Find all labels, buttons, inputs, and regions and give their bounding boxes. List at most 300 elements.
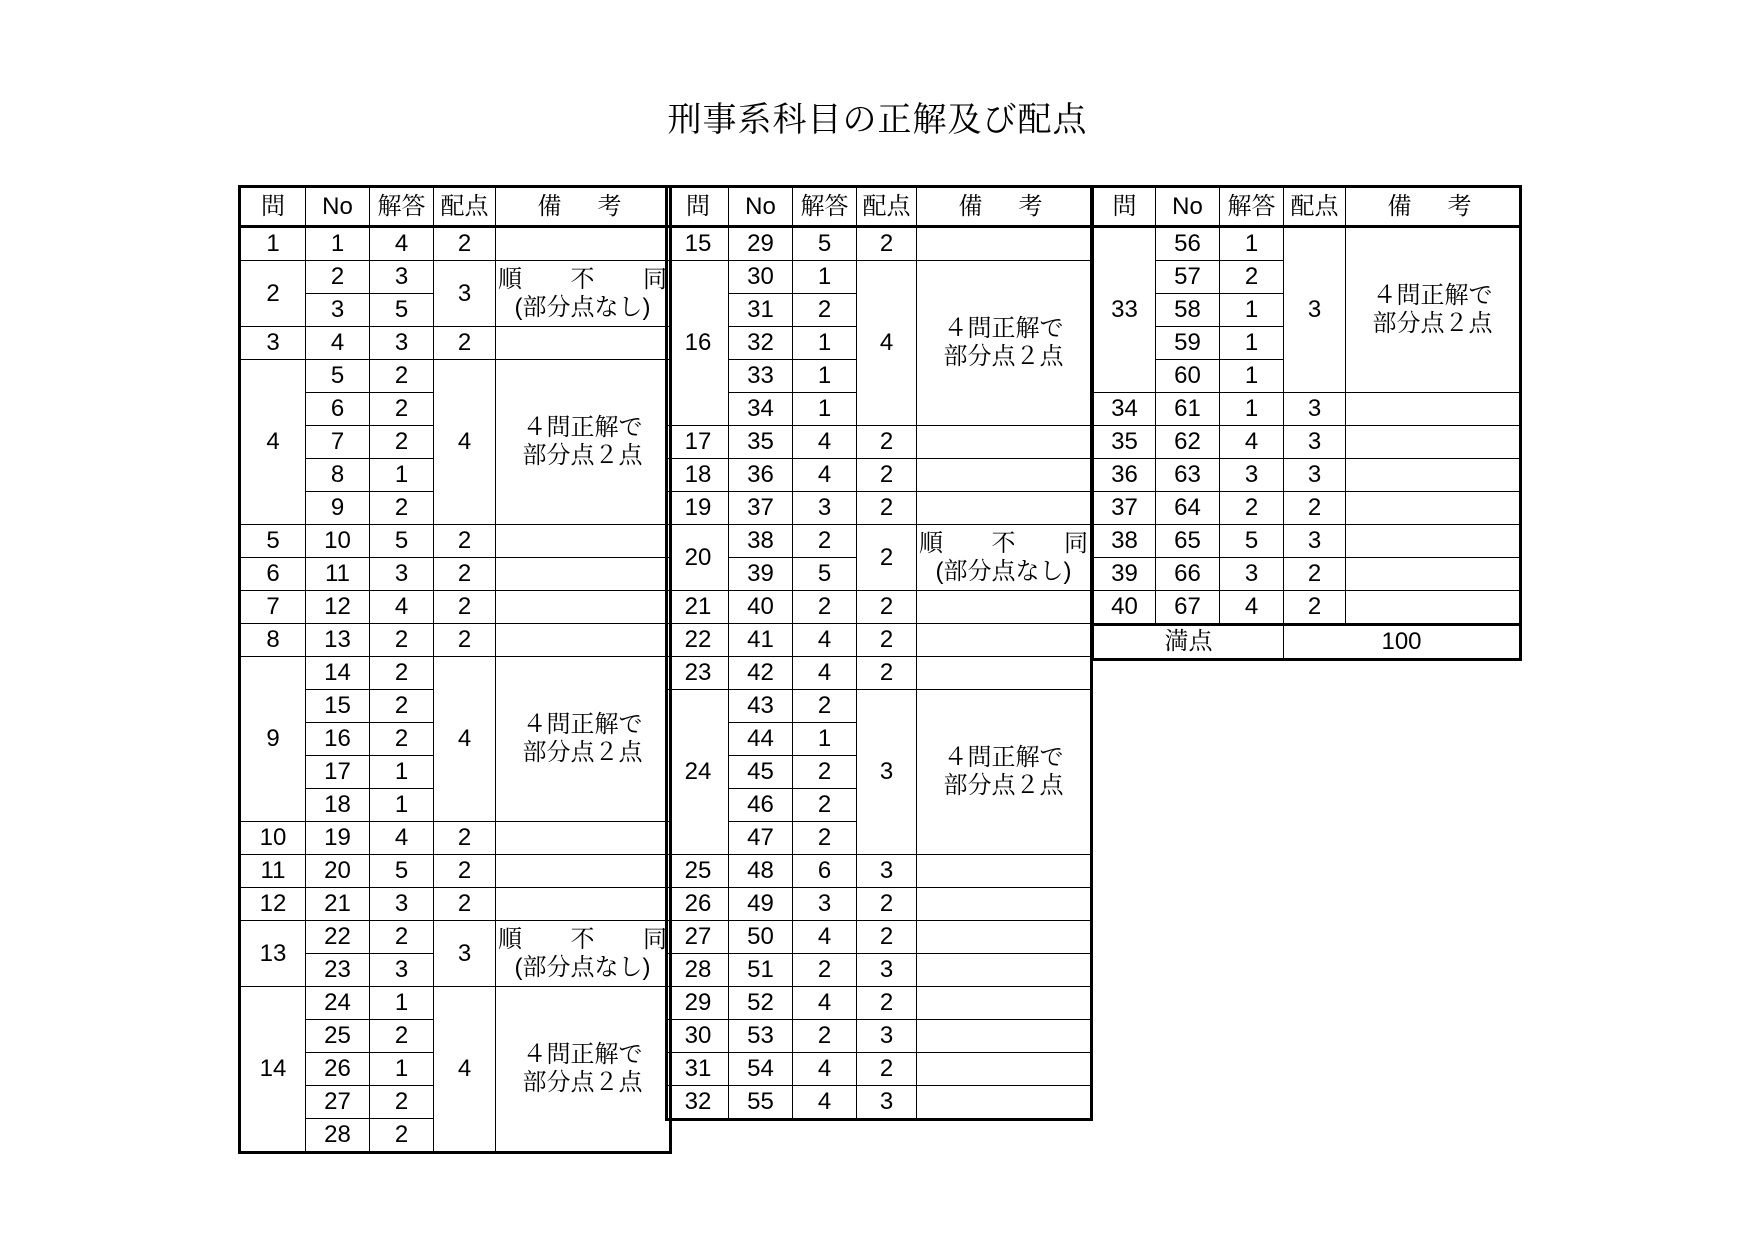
remark-no-partial: (部分点なし) <box>514 293 651 321</box>
remark-partial-line2: 部分点２点 <box>1372 310 1493 337</box>
mon-cell: 36 <box>1093 459 1156 492</box>
mon-cell: 12 <box>240 888 306 921</box>
remark-cell <box>917 591 1092 624</box>
header-haiten: 配点 <box>857 187 917 227</box>
answer-cell: 3 <box>1220 558 1284 591</box>
points-cell: 2 <box>1284 492 1346 525</box>
answer-cell: 2 <box>793 591 857 624</box>
header-no: No <box>306 187 370 227</box>
answer-cell: 2 <box>793 954 857 987</box>
header-kaito: 解答 <box>793 187 857 227</box>
remark-cell <box>917 1086 1092 1120</box>
total-value: 100 <box>1284 625 1521 660</box>
no-cell: 55 <box>729 1086 793 1120</box>
no-cell: 50 <box>729 921 793 954</box>
remark-cell <box>496 888 671 921</box>
header-kaito: 解答 <box>370 187 434 227</box>
answer-cell: 1 <box>793 723 857 756</box>
mon-cell: 8 <box>240 624 306 657</box>
remark-cell-partial <box>917 261 1092 426</box>
answer-cell: 1 <box>793 261 857 294</box>
points-cell: 3 <box>1284 525 1346 558</box>
header-no: No <box>1156 187 1220 227</box>
mon-cell: 19 <box>667 492 729 525</box>
points-cell: 2 <box>434 855 496 888</box>
points-cell: 2 <box>857 525 917 591</box>
answer-cell: 2 <box>793 525 857 558</box>
points-cell: 2 <box>434 888 496 921</box>
points-cell: 2 <box>857 624 917 657</box>
points-cell: 3 <box>1284 227 1346 393</box>
no-cell: 9 <box>306 492 370 525</box>
remark-cell <box>496 855 671 888</box>
points-cell: 2 <box>434 591 496 624</box>
no-cell: 61 <box>1156 393 1220 426</box>
table-row <box>667 888 1092 921</box>
points-cell: 4 <box>434 987 496 1153</box>
remark-cell <box>496 558 671 591</box>
remark-cell <box>496 822 671 855</box>
answer-cell: 1 <box>1220 327 1284 360</box>
answer-cell: 4 <box>793 987 857 1020</box>
score-table-1 <box>238 185 672 1154</box>
remark-order-free-line: 順 不 同 <box>498 925 667 953</box>
answer-cell: 3 <box>793 492 857 525</box>
remark-cell <box>496 624 671 657</box>
no-cell: 19 <box>306 822 370 855</box>
mon-cell: 18 <box>667 459 729 492</box>
answer-cell: 3 <box>793 888 857 921</box>
remark-cell-partial <box>917 690 1092 855</box>
table-row <box>240 591 671 624</box>
answer-cell: 2 <box>370 1020 434 1053</box>
remark-cell <box>496 227 671 261</box>
remark-cell <box>917 624 1092 657</box>
remark-partial-line2: 部分点２点 <box>943 772 1064 799</box>
no-cell: 12 <box>306 591 370 624</box>
table-row <box>667 624 1092 657</box>
page-title: 刑事系科目の正解及び配点 <box>667 100 1088 140</box>
table-row <box>240 227 671 261</box>
no-cell: 15 <box>306 690 370 723</box>
no-cell: 38 <box>729 525 793 558</box>
points-cell: 3 <box>1284 426 1346 459</box>
no-cell: 24 <box>306 987 370 1020</box>
answer-cell: 2 <box>370 690 434 723</box>
table-row <box>667 525 1092 558</box>
remark-partial-line1: ４問正解で <box>943 315 1064 342</box>
mon-cell: 31 <box>667 1053 729 1086</box>
remark-partial-line2: 部分点２点 <box>522 1069 643 1096</box>
remark-no-partial: (部分点なし) <box>514 953 651 981</box>
remark-partial-line1: ４問正解で <box>522 1041 643 1068</box>
answer-cell: 4 <box>1220 591 1284 625</box>
table-row <box>667 492 1092 525</box>
no-cell: 22 <box>306 921 370 954</box>
answer-cell: 2 <box>370 624 434 657</box>
mon-cell: 5 <box>240 525 306 558</box>
mon-cell: 27 <box>667 921 729 954</box>
answer-cell: 3 <box>1220 459 1284 492</box>
no-cell: 1 <box>306 227 370 261</box>
answer-cell: 1 <box>370 459 434 492</box>
table-row <box>240 360 671 393</box>
remark-partial-line1: ４問正解で <box>1372 282 1493 309</box>
answer-cell: 2 <box>793 789 857 822</box>
table-row <box>1093 426 1521 459</box>
points-cell: 2 <box>857 227 917 261</box>
mon-cell: 10 <box>240 822 306 855</box>
mon-cell: 20 <box>667 525 729 591</box>
no-cell: 37 <box>729 492 793 525</box>
header-mon: 問 <box>1093 187 1156 227</box>
answer-cell: 6 <box>793 855 857 888</box>
mon-cell: 28 <box>667 954 729 987</box>
no-cell: 36 <box>729 459 793 492</box>
answer-cell: 3 <box>370 327 434 360</box>
mon-cell: 22 <box>667 624 729 657</box>
no-cell: 45 <box>729 756 793 789</box>
points-cell: 2 <box>857 921 917 954</box>
points-cell: 2 <box>434 525 496 558</box>
table-row <box>240 888 671 921</box>
answer-cell: 4 <box>370 591 434 624</box>
remark-partial-line1: ４問正解で <box>522 711 643 738</box>
answer-cell: 1 <box>793 327 857 360</box>
points-cell: 3 <box>857 1086 917 1120</box>
table-row <box>667 954 1092 987</box>
answer-cell: 3 <box>370 888 434 921</box>
total-row <box>1093 625 1521 660</box>
remark-cell <box>917 954 1092 987</box>
no-cell: 27 <box>306 1086 370 1119</box>
points-cell: 3 <box>434 921 496 987</box>
mon-cell: 29 <box>667 987 729 1020</box>
points-cell: 2 <box>434 327 496 360</box>
mon-cell: 2 <box>240 261 306 327</box>
answer-cell: 1 <box>1220 360 1284 393</box>
mon-cell: 25 <box>667 855 729 888</box>
answer-cell: 4 <box>793 657 857 690</box>
no-cell: 23 <box>306 954 370 987</box>
no-cell: 18 <box>306 789 370 822</box>
points-cell: 2 <box>857 888 917 921</box>
no-cell: 39 <box>729 558 793 591</box>
table-row <box>667 1086 1092 1120</box>
points-cell: 3 <box>1284 393 1346 426</box>
no-cell: 59 <box>1156 327 1220 360</box>
remark-cell <box>496 525 671 558</box>
points-cell: 3 <box>434 261 496 327</box>
points-cell: 3 <box>857 1020 917 1053</box>
points-cell: 4 <box>434 360 496 525</box>
table-row <box>1093 492 1521 525</box>
answer-cell: 1 <box>370 756 434 789</box>
table-row <box>667 1053 1092 1086</box>
answer-cell: 2 <box>370 492 434 525</box>
score-table-3 <box>1091 185 1522 661</box>
remark-cell <box>917 888 1092 921</box>
points-cell: 2 <box>857 426 917 459</box>
mon-cell: 34 <box>1093 393 1156 426</box>
mon-cell: 3 <box>240 327 306 360</box>
mon-cell: 33 <box>1093 227 1156 393</box>
answer-cell: 4 <box>793 624 857 657</box>
no-cell: 67 <box>1156 591 1220 625</box>
mon-cell: 39 <box>1093 558 1156 591</box>
no-cell: 28 <box>306 1119 370 1153</box>
remark-cell-order-free <box>496 261 671 327</box>
answer-cell: 4 <box>1220 426 1284 459</box>
answer-cell: 5 <box>370 855 434 888</box>
mon-cell: 4 <box>240 360 306 525</box>
no-cell: 54 <box>729 1053 793 1086</box>
mon-cell: 35 <box>1093 426 1156 459</box>
remark-cell-partial <box>496 360 671 525</box>
no-cell: 21 <box>306 888 370 921</box>
points-cell: 3 <box>1284 459 1346 492</box>
no-cell: 6 <box>306 393 370 426</box>
remark-cell-partial <box>496 657 671 822</box>
no-cell: 29 <box>729 227 793 261</box>
mon-cell: 24 <box>667 690 729 855</box>
points-cell: 2 <box>434 822 496 855</box>
mon-cell: 6 <box>240 558 306 591</box>
no-cell: 4 <box>306 327 370 360</box>
answer-cell: 1 <box>1220 393 1284 426</box>
points-cell: 3 <box>857 954 917 987</box>
remark-cell <box>1346 591 1521 625</box>
no-cell: 46 <box>729 789 793 822</box>
answer-cell: 4 <box>793 1086 857 1120</box>
mon-cell: 21 <box>667 591 729 624</box>
no-cell: 51 <box>729 954 793 987</box>
no-cell: 48 <box>729 855 793 888</box>
table-row <box>1093 393 1521 426</box>
points-cell: 2 <box>857 987 917 1020</box>
remark-cell-order-free <box>496 921 671 987</box>
points-cell: 2 <box>434 227 496 261</box>
no-cell: 40 <box>729 591 793 624</box>
answer-cell: 2 <box>793 756 857 789</box>
remark-cell <box>917 227 1092 261</box>
header-haiten: 配点 <box>1284 187 1346 227</box>
remark-cell <box>917 492 1092 525</box>
answer-cell: 4 <box>793 921 857 954</box>
no-cell: 34 <box>729 393 793 426</box>
answer-cell: 2 <box>370 393 434 426</box>
no-cell: 49 <box>729 888 793 921</box>
table-row <box>667 261 1092 294</box>
points-cell: 4 <box>434 657 496 822</box>
header-biko: 備 考 <box>1346 187 1521 227</box>
mon-cell: 37 <box>1093 492 1156 525</box>
header-kaito: 解答 <box>1220 187 1284 227</box>
no-cell: 47 <box>729 822 793 855</box>
remark-cell <box>496 591 671 624</box>
header-mon: 問 <box>667 187 729 227</box>
mon-cell: 9 <box>240 657 306 822</box>
no-cell: 30 <box>729 261 793 294</box>
answer-cell: 4 <box>793 459 857 492</box>
table-row <box>240 987 671 1020</box>
points-cell: 2 <box>857 591 917 624</box>
no-cell: 35 <box>729 426 793 459</box>
header-no: No <box>729 187 793 227</box>
answer-cell: 4 <box>370 227 434 261</box>
mon-cell: 11 <box>240 855 306 888</box>
mon-cell: 14 <box>240 987 306 1153</box>
answer-cell: 2 <box>370 426 434 459</box>
points-cell: 2 <box>857 492 917 525</box>
table-row <box>240 327 671 360</box>
table-row <box>240 921 671 954</box>
remark-cell <box>1346 393 1521 426</box>
remark-partial-line1: ４問正解で <box>522 414 643 441</box>
no-cell: 64 <box>1156 492 1220 525</box>
remark-cell <box>496 327 671 360</box>
header-biko: 備 考 <box>496 187 671 227</box>
table-row <box>667 855 1092 888</box>
mon-cell: 7 <box>240 591 306 624</box>
points-cell: 2 <box>857 657 917 690</box>
answer-cell: 2 <box>1220 261 1284 294</box>
table-row <box>240 261 671 294</box>
remark-partial-line2: 部分点２点 <box>943 343 1064 370</box>
no-cell: 26 <box>306 1053 370 1086</box>
remark-cell <box>917 657 1092 690</box>
answer-cell: 5 <box>793 558 857 591</box>
no-cell: 20 <box>306 855 370 888</box>
no-cell: 14 <box>306 657 370 690</box>
answer-cell: 2 <box>793 690 857 723</box>
answer-cell: 4 <box>793 426 857 459</box>
answer-cell: 1 <box>793 360 857 393</box>
answer-cell: 1 <box>793 393 857 426</box>
table-row <box>667 459 1092 492</box>
remark-cell-partial <box>1346 227 1521 393</box>
remark-cell-partial <box>496 987 671 1153</box>
answer-cell: 5 <box>370 294 434 327</box>
table-row <box>240 558 671 591</box>
mon-cell: 32 <box>667 1086 729 1120</box>
header-haiten: 配点 <box>434 187 496 227</box>
no-cell: 42 <box>729 657 793 690</box>
answer-cell: 1 <box>1220 294 1284 327</box>
answer-cell: 3 <box>370 558 434 591</box>
answer-cell: 2 <box>370 921 434 954</box>
table-row <box>1093 591 1521 625</box>
no-cell: 8 <box>306 459 370 492</box>
remark-cell <box>917 426 1092 459</box>
no-cell: 32 <box>729 327 793 360</box>
points-cell: 2 <box>857 1053 917 1086</box>
remark-cell <box>917 855 1092 888</box>
table-row <box>667 690 1092 723</box>
table-header <box>667 187 1092 227</box>
answer-cell: 1 <box>370 789 434 822</box>
table-row <box>667 987 1092 1020</box>
remark-cell <box>917 921 1092 954</box>
points-cell: 2 <box>434 624 496 657</box>
remark-cell-order-free <box>917 525 1092 591</box>
remark-cell <box>917 459 1092 492</box>
no-cell: 2 <box>306 261 370 294</box>
no-cell: 44 <box>729 723 793 756</box>
answer-cell: 2 <box>370 723 434 756</box>
mon-cell: 23 <box>667 657 729 690</box>
answer-cell: 2 <box>793 1020 857 1053</box>
answer-cell: 2 <box>1220 492 1284 525</box>
table-row <box>240 855 671 888</box>
no-cell: 53 <box>729 1020 793 1053</box>
answer-cell: 2 <box>370 1119 434 1153</box>
remark-cell <box>1346 426 1521 459</box>
answer-cell: 3 <box>370 261 434 294</box>
no-cell: 11 <box>306 558 370 591</box>
points-cell: 3 <box>857 690 917 855</box>
no-cell: 52 <box>729 987 793 1020</box>
table-row <box>1093 525 1521 558</box>
mon-cell: 15 <box>667 227 729 261</box>
mon-cell: 16 <box>667 261 729 426</box>
answer-cell: 2 <box>793 294 857 327</box>
answer-cell: 2 <box>370 360 434 393</box>
points-cell: 2 <box>857 459 917 492</box>
no-cell: 65 <box>1156 525 1220 558</box>
table-row <box>667 921 1092 954</box>
table-row <box>1093 558 1521 591</box>
no-cell: 3 <box>306 294 370 327</box>
mon-cell: 38 <box>1093 525 1156 558</box>
no-cell: 66 <box>1156 558 1220 591</box>
mon-cell: 1 <box>240 227 306 261</box>
table-row <box>667 1020 1092 1053</box>
score-table-2 <box>665 185 1093 1121</box>
answer-cell: 5 <box>370 525 434 558</box>
table-row <box>240 525 671 558</box>
table-row <box>667 426 1092 459</box>
remark-partial-line2: 部分点２点 <box>522 442 643 469</box>
answer-cell: 1 <box>1220 227 1284 261</box>
no-cell: 57 <box>1156 261 1220 294</box>
points-cell: 3 <box>857 855 917 888</box>
no-cell: 17 <box>306 756 370 789</box>
remark-order-free-line: 順 不 同 <box>498 265 667 293</box>
no-cell: 62 <box>1156 426 1220 459</box>
mon-cell: 30 <box>667 1020 729 1053</box>
remark-cell <box>1346 525 1521 558</box>
mon-cell: 17 <box>667 426 729 459</box>
answer-cell: 5 <box>1220 525 1284 558</box>
no-cell: 13 <box>306 624 370 657</box>
remark-cell <box>1346 492 1521 525</box>
answer-cell: 2 <box>370 657 434 690</box>
mon-cell: 26 <box>667 888 729 921</box>
mon-cell: 40 <box>1093 591 1156 625</box>
remark-cell <box>1346 558 1521 591</box>
table-header <box>240 187 671 227</box>
no-cell: 16 <box>306 723 370 756</box>
points-cell: 2 <box>1284 558 1346 591</box>
answer-cell: 1 <box>370 1053 434 1086</box>
remark-cell <box>1346 459 1521 492</box>
mon-cell: 13 <box>240 921 306 987</box>
answer-cell: 2 <box>370 1086 434 1119</box>
no-cell: 63 <box>1156 459 1220 492</box>
no-cell: 31 <box>729 294 793 327</box>
remark-no-partial: (部分点なし) <box>935 557 1072 585</box>
